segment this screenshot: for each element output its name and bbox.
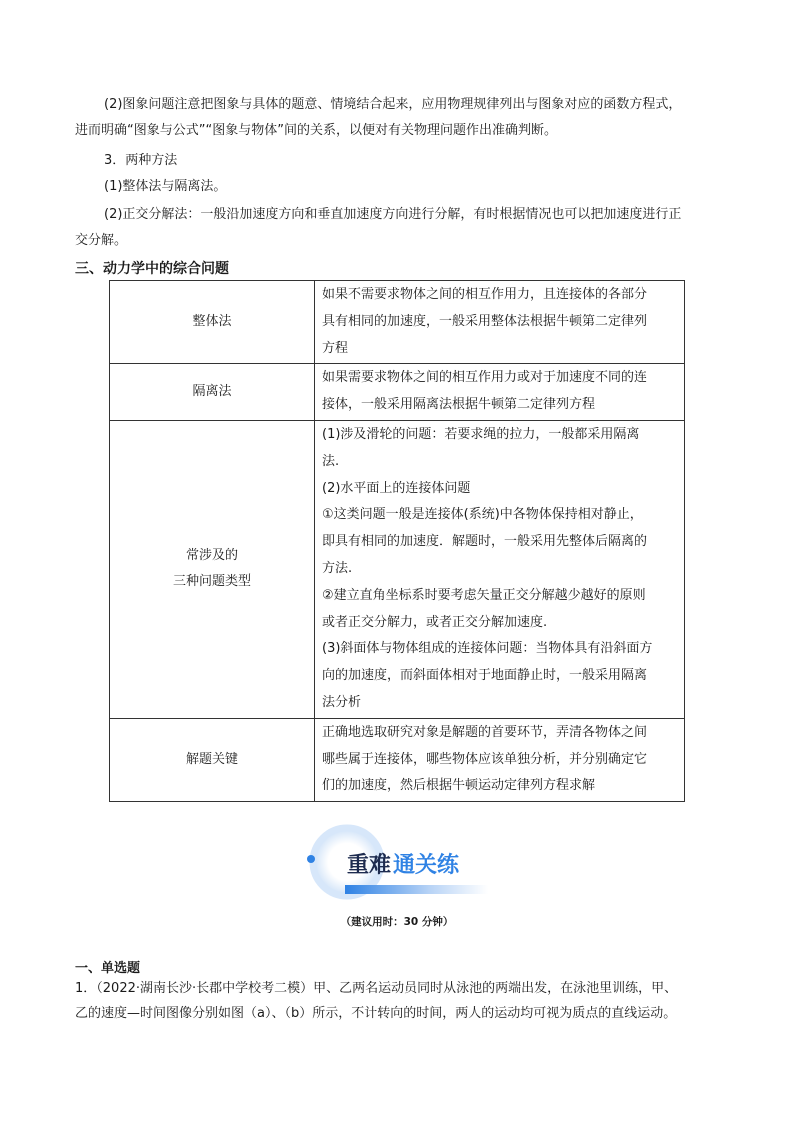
table-text-cell: (1)涉及滑轮的问题：若要求绳的拉力，一般都采用隔离 法. (2)水平面上的连接体问题 ①这类问题一般是连接体(系统)中各物体保持相对静止， 即具有相同的加速度．解题时，一般采用先整体后隔离的 方法. ②建立直角坐标系时要考虑矢量正交分解越少越好的原则 或者正交分解力，或者正交分解加速度. (3)斜面体与物体组成的连接体问题：当物体具有沿斜面方 向的加速度，而斜面体相对于地面静止时，一般采用隔离 法分析 <box>315 420 685 718</box>
methods-table <box>109 280 685 802</box>
paragraph-image-analysis-line2: 进而明确“图象与公式”“图象与物体”间的关系，以便对有关物理问题作出准确判断。 <box>75 123 557 138</box>
paragraph-orthogonal-line1: (2)正交分解法：一般沿加速度方向和垂直加速度方向进行分解，有时根据情况也可以把加速度进行正 <box>104 207 682 222</box>
question-1-line2: 乙的速度—时间图像分别如图（a）、（b）所示，不计转向的时间，两人的运动均可视为质点的直线运动。 <box>75 1006 677 1021</box>
table-label-cell: 隔离法 <box>110 364 315 421</box>
table-row <box>110 281 685 364</box>
banner-underline <box>345 885 488 894</box>
table-row <box>110 718 685 801</box>
section-heading: 三、动力学中的综合问题 <box>75 261 229 277</box>
exercise-heading: 一、单选题 <box>75 961 141 976</box>
heading-two-methods: 3．两种方法 <box>104 153 178 168</box>
banner-dot-icon <box>307 855 315 863</box>
table-text-cell: 正确地选取研究对象是解题的首要环节，弄清各物体之间 哪些属于连接体，哪些物体应该单独分析，并分别确定它 们的加速度，然后根据牛顿运动定律列方程求解 <box>315 718 685 801</box>
banner-title-part1: 重难 <box>347 853 392 878</box>
table-label-cell: 解题关键 <box>110 718 315 801</box>
paragraph-image-analysis-line1: (2)图象问题注意把图象与具体的题意、情境结合起来，应用物理规律列出与图象对应的函数方程式， <box>104 97 682 112</box>
paragraph-whole-isolation: (1)整体法与隔离法。 <box>104 179 227 194</box>
table-text-cell: 如果需要求物体之间的相互作用力或对于加速度不同的连 接体，一般采用隔离法根据牛顿第二定律列方程 <box>315 364 685 421</box>
time-note: （建议用时：30 分钟） <box>340 916 454 928</box>
table-row <box>110 364 685 421</box>
table-text-cell: 如果不需要求物体之间的相互作用力，且连接体的各部分 具有相同的加速度，一般采用整体法根据牛顿第二定律列 方程 <box>315 281 685 364</box>
table-label-cell: 常涉及的 三种问题类型 <box>110 420 315 718</box>
banner-title-part2: 通关练 <box>393 853 460 878</box>
paragraph-orthogonal-line2: 交分解。 <box>75 233 128 248</box>
table-label-cell: 整体法 <box>110 281 315 364</box>
table-row <box>110 420 685 718</box>
section-banner <box>300 822 500 902</box>
question-1-line1: 1．（2022·湖南长沙·长郡中学校考二模）甲、乙两名运动员同时从泳池的两端出发，在泳池里训练，甲、 <box>75 981 678 996</box>
